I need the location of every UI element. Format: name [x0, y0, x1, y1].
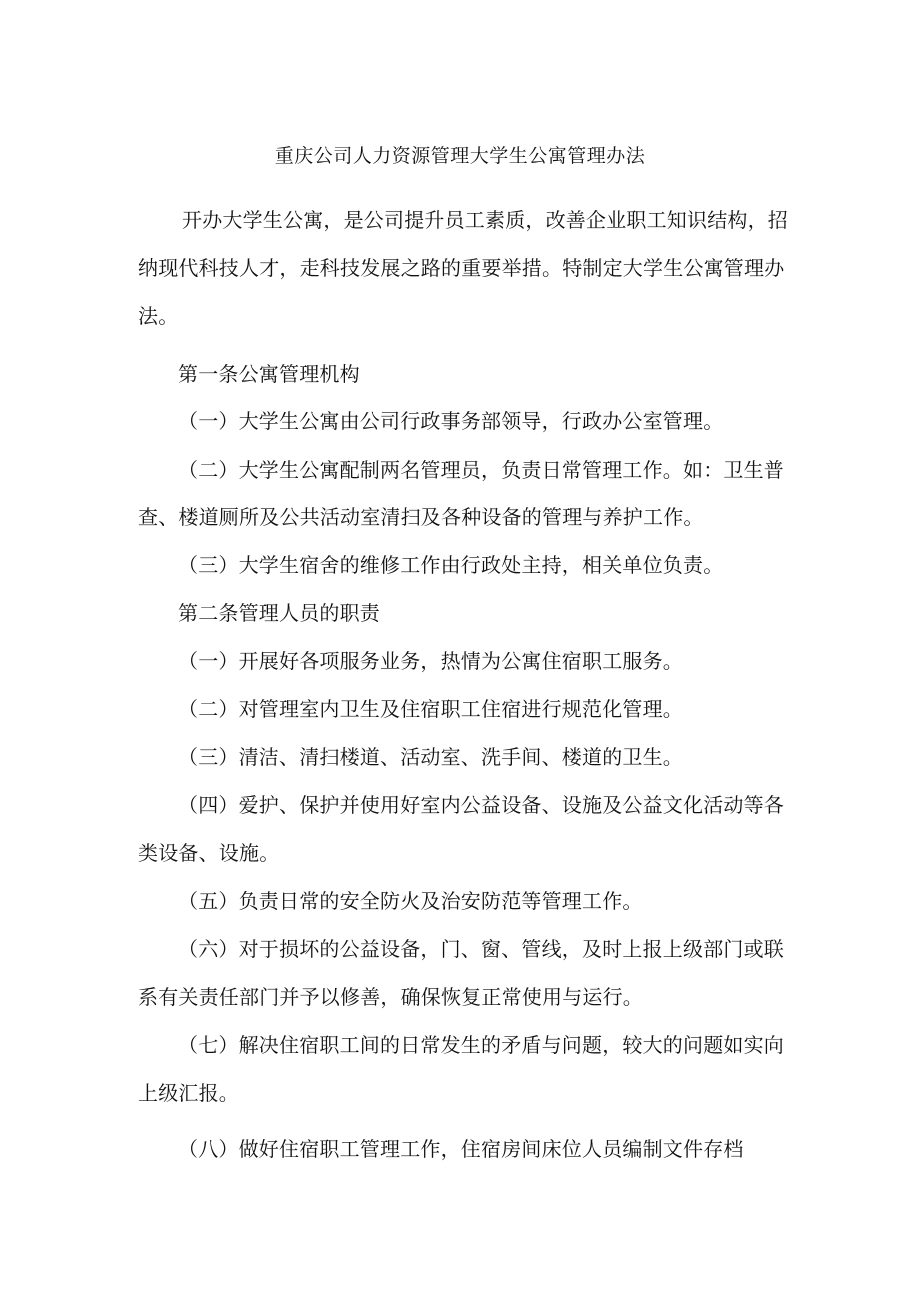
paragraph-line: （七）解决住宿职工间的日常发生的矛盾与问题，较大的问题如实向 — [178, 1033, 784, 1057]
section-heading: 第一条公寓管理机构 — [178, 362, 360, 386]
paragraph-line: （三）大学生宿舍的维修工作由行政处主持，相关单位负责。 — [178, 553, 724, 577]
paragraph-line: （六）对于损坏的公益设备，门、窗、管线，及时上报上级部门或联 — [178, 937, 784, 961]
section-heading: 第二条管理人员的职责 — [178, 601, 380, 625]
paragraph-line: 系有关责任部门并予以修善，确保恢复正常使用与运行。 — [138, 985, 643, 1009]
paragraph-line: （三）清洁、清扫楼道、活动室、洗手间、楼道的卫生。 — [178, 745, 683, 769]
paragraph-line: 查、楼道厕所及公共活动室清扫及各种设备的管理与养护工作。 — [138, 505, 704, 529]
paragraph-line: （一）开展好各项服务业务，热情为公寓住宿职工服务。 — [178, 649, 683, 673]
paragraph-line: 法。 — [138, 304, 179, 328]
document-title: 重庆公司人力资源管理大学生公寓管理办法 — [274, 145, 646, 167]
paragraph-line: （五）负责日常的安全防火及治安防范等管理工作。 — [178, 889, 643, 913]
paragraph-line: （二）对管理室内卫生及住宿职工住宿进行规范化管理。 — [178, 697, 683, 721]
paragraph-line: 类设备、设施。 — [138, 841, 280, 865]
paragraph-line: 上级汇报。 — [138, 1081, 239, 1105]
paragraph-line: （一）大学生公寓由公司行政事务部领导，行政办公室管理。 — [178, 409, 724, 433]
paragraph-line: （二）大学生公寓配制两名管理员，负责日常管理工作。如：卫生普 — [178, 458, 784, 482]
paragraph-line: （四）爱护、保护并使用好室内公益设备、设施及公益文化活动等各 — [178, 793, 784, 817]
paragraph-line: 开办大学生公寓，是公司提升员工素质，改善企业职工知识结构，招 — [182, 208, 788, 232]
paragraph-line: （八）做好住宿职工管理工作，住宿房间床位人员编制文件存档 — [178, 1137, 744, 1161]
paragraph-line: 纳现代科技人才，走科技发展之路的重要举措。特制定大学生公寓管理办 — [138, 256, 785, 280]
